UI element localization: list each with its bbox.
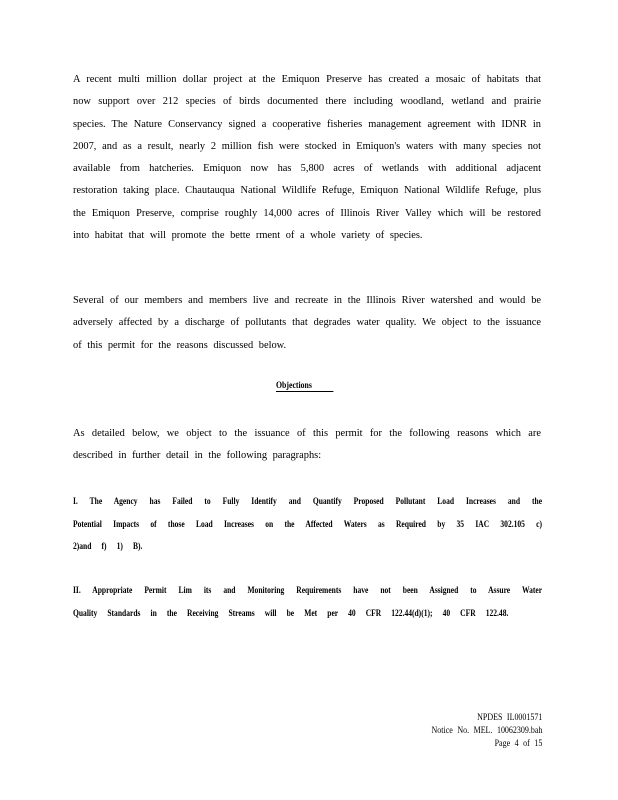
objections-intro-paragraph: As detailed below, we object to the issuance of this permit for the following reasons which are described in further detail in the following paragraphs: [73,428,541,462]
footer-page-number: Page 4 of 15 [494,739,542,749]
footer-permit-number: NPDES IL0001571 [476,713,542,723]
objections-heading [276,381,333,391]
habitat-paragraph: A recent multi million dollar project at the Emiquon Preserve has created a mosaic of habitats that now support over 212 species of birds documented there including woodland, wetland and prairie species. The Nature Conservancy signed a cooperative fisheries management agreement with IDNR in 2007, and as a result, nearly 2 million fish were stocked in Emiquon's waters with many species not available from hatcheries. Emiquon now has 5,800 acres of wetlands with additional adjacent restoration taking place. Chautauqua National Wildlife Refuge, Emiquon National Wildlife Refuge, plus the Emiquon Preserve, comprise roughly 14,000 acres of Illinois River Valley which will be restored into habitat that will promote the bette rment of a whole variety of species. [73,74,541,242]
objection-item-2: II. Appropriate Permit Lim its and Monitoring Requirements have not been Assigned to Assure Water Quality Standards in the Receiving Streams will be Met per 40 CFR 122.44(d)(1); 40 CFR 122.48. [73,585,543,618]
objection-item-1: I. The Agency has Failed to Fully Identify and Quantify Proposed Pollutant Load Increases and the Potential Impacts of those Load Increases on the Affected Waters as Required by 35 IAC 302.105 c) 2)and f) 1) B). [73,496,543,551]
page-footer [431,712,542,751]
objections-heading-text: Objections [276,381,333,392]
members-paragraph: Several of our members and members live and recreate in the Illinois River watershed and would be adversely affected by a discharge of pollutants that degrades water quality. We object to the issuance of this permit for the reasons discussed below. [73,295,541,351]
footer-notice-number: Notice No. MEL. 10062309.bah [431,726,542,736]
